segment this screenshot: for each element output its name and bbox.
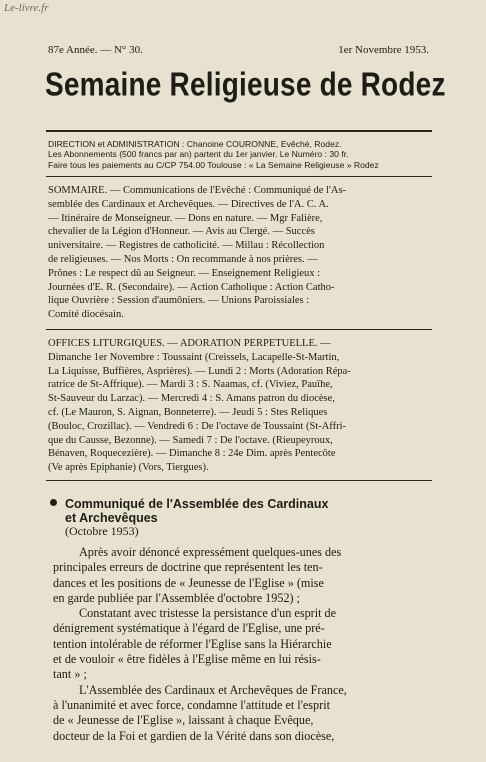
article-title-line: et Archevêques — [65, 511, 158, 525]
offices-line: Dimanche 1er Novembre : Toussaint (Creissels, Lacapelle-St-Martin, — [48, 351, 340, 363]
article-subtitle: (Octobre 1953) — [65, 524, 139, 538]
admin-line: DIRECTION et ADMINISTRATION : Chanoine COURONNE, Evêché, Rodez. — [48, 139, 342, 149]
offices-line: St-Sauveur du Larzac). — Mercredi 4 : S. Amans patron du diocèse, — [48, 393, 335, 405]
sommaire-line: SOMMAIRE. — Communications de l'Evêché : Communiqué de l'As- — [48, 185, 347, 196]
sommaire-rule — [46, 329, 432, 330]
offices-line: (Bouloc, Crozillac). — Vendredi 6 : De l'octave de Toussaint (St-Affri- — [48, 420, 347, 432]
offices-line: Bénaven, Roquecezière). — Dimanche 8 : 24e Dim. après Pentecôte — [48, 448, 336, 460]
body-line: tention intolérable de réformer l'Eglise sans la Hiérarchie — [53, 636, 332, 651]
body-line: Après avoir dénoncé expressément quelques-unes des — [79, 545, 342, 559]
sommaire-line: Comité diocésain. — [48, 309, 124, 321]
body-line: en garde publiée par l'Assemblée d'octobre 1952) ; — [53, 590, 301, 605]
admin-block — [48, 139, 431, 170]
sommaire-line: chevalier de la Légion d'Honneur. — Avis au Clergé. — Succès — [48, 226, 315, 238]
sommaire-line: lique Ouvrière : Session d'aumôniers. — Unions Paroissiales : — [48, 295, 310, 307]
offices-rule — [46, 480, 432, 481]
issue-line — [48, 44, 429, 56]
offices-line: (Ve après Epiphanie) (Vors, Tiergues). — [48, 462, 209, 474]
body-line: de « Jeunesse de l'Eglise », laissant à chaque Evêque, — [53, 713, 314, 728]
offices-line: cf. (Le Mauron, S. Aignan, Bonneterre). — Jeudi 5 : Stes Reliques — [48, 406, 328, 418]
sommaire-block — [48, 184, 429, 322]
body-line: et de vouloir « être fidèles à l'Eglise même en lui résis- — [53, 652, 321, 667]
offices-line: que du Causse, Bezonne). — Samedi 7 : De l'octave. (Rieupeyroux, — [48, 434, 333, 446]
body-line: L'Assemblée des Cardinaux et Archevêques de France, — [79, 682, 347, 697]
body-line: à l'unanimité et avec force, condamne l'attitude et l'esprit — [53, 697, 330, 712]
admin-line: Les Abonnements (500 francs par an) partent du 1er janvier. Le Numéro : 30 fr. — [48, 149, 349, 160]
body-line: dénigrement systématique à l'égard de l'Eglise, une pré- — [53, 621, 325, 636]
issue-date: 1er Novembre 1953. — [338, 44, 429, 56]
body-line: docteur de la Foi et gardien de la Vérité dans son diocèse, — [53, 728, 335, 743]
admin-line: Faire tous les paiements au C/CP 754.00 Toulouse : « La Semaine Religieuse » Rodez — [48, 159, 379, 170]
sommaire-line: Prônes : Le respect dû au Seigneur. — Enseignement Religieux : — [48, 267, 321, 279]
sommaire-line: semblée des Cardinaux et Archevêques. — Directives de l'A. C. A. — [48, 198, 329, 210]
body-line: dances et les positions de « Jeunesse de l'Eglise » (mise — [53, 575, 324, 590]
offices-line: La Liquisse, Buffières, Asprières). — Lundi 2 : Morts (Adoration Répa- — [48, 365, 351, 377]
watermark: Le-livre.fr — [4, 2, 49, 14]
body-line: principales erreurs de doctrine que représentent les ten- — [53, 560, 323, 575]
sommaire-line: de religieuses. — Nos Morts : On recommande à nos prières. — — [48, 253, 318, 265]
sommaire-line: Journées d'E. R. (Secondaire). — Action Catholique : Action Catho- — [48, 281, 335, 293]
body-line: tant » ; — [53, 667, 87, 682]
issue-number: 87e Année. — N° 30. — [48, 44, 143, 56]
article-title — [50, 497, 446, 525]
body-line: Constatant avec tristesse la persistance d'un esprit de — [79, 606, 337, 621]
offices-block — [48, 337, 429, 475]
article-title-line: Communiqué de l'Assemblée des Cardinaux — [65, 497, 329, 511]
article-body — [53, 545, 431, 744]
admin-rule — [46, 176, 432, 177]
title-rule — [46, 130, 432, 132]
offices-line: ratrice de St-Affrique). — Mardi 3 : S. Naamas, cf. (Viviez, Pauïhe, — [48, 379, 333, 391]
sommaire-line: — Itinéraire de Monseigneur. — Dons en nature. — Mgr Falière, — [48, 212, 323, 224]
sommaire-line: universitaire. — Registres de catholicité. — Millau : Récollection — [48, 240, 325, 252]
offices-line: OFFICES LITURGIQUES. — ADORATION PERPETUELLE. — — [48, 338, 331, 349]
publication-title: Semaine Religieuse de Rodez — [45, 66, 446, 103]
